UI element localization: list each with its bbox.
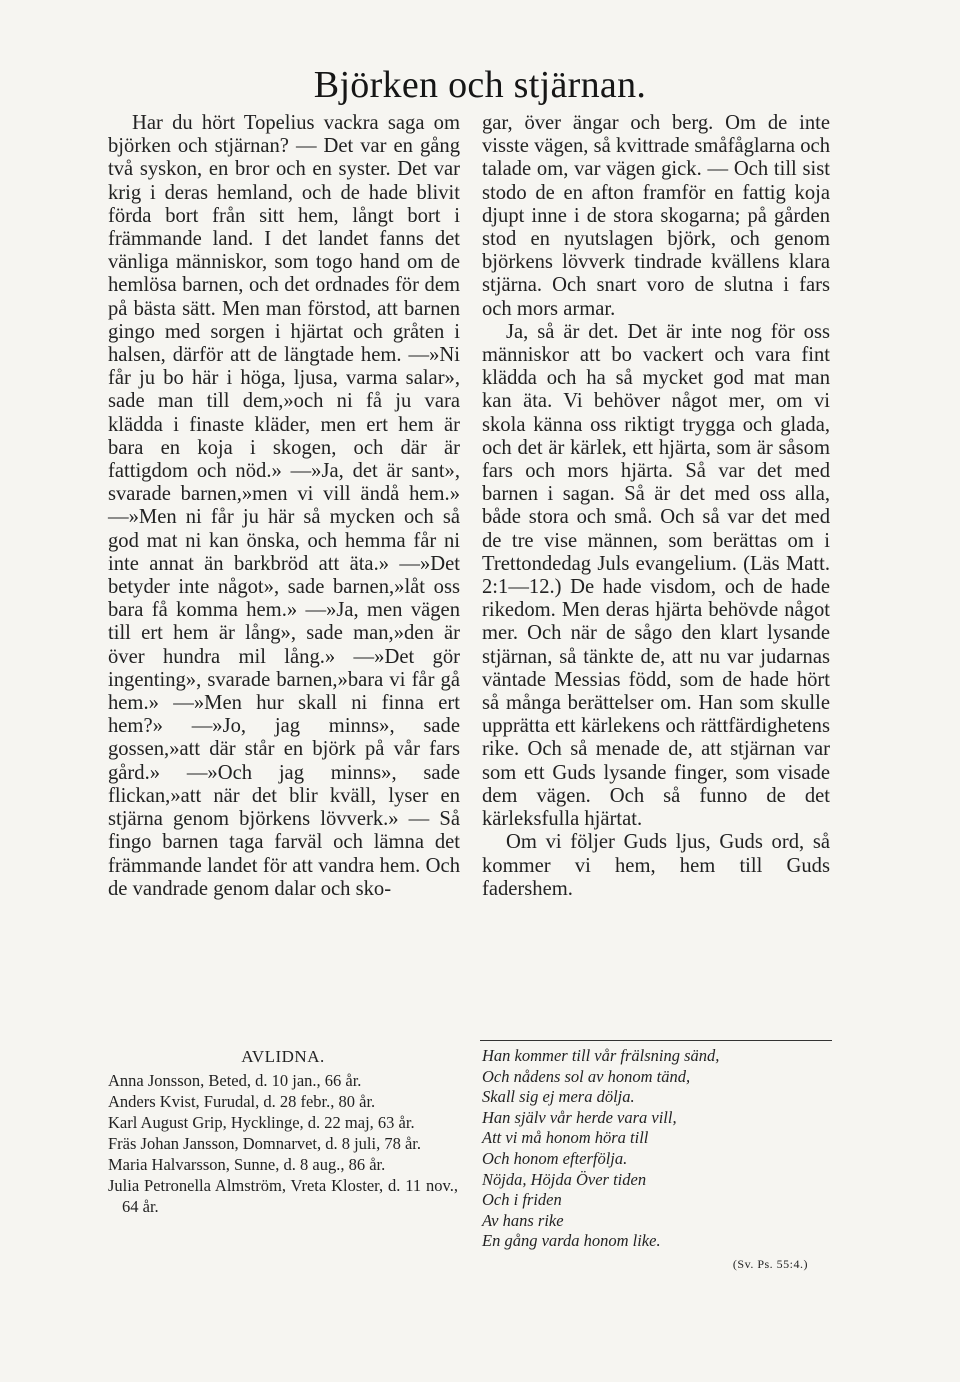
obituary-heading: AVLIDNA. <box>241 1047 325 1066</box>
hymn-line: Och nådens sol av honom tänd, <box>482 1066 691 1086</box>
hymn-verse <box>482 1046 832 1275</box>
story-paragraph: gar, över ängar och berg. Om de inte visste vägen, så kvittrade småfåglarna och talade om, var vägen gick. — Och till sist stodo de en afton framför en fattig koja djupt inne i de stora skogarna; på gården stod en nyutslagen björk, och genom björkens lövverk tindrade kvällens klara stjärna. Och snart voro de slutna i fars och mors armar. <box>482 112 830 320</box>
hymn-reference: (Sv. Ps. 55:4.) <box>732 1256 808 1271</box>
hymn-line: En gång varda honom like. <box>482 1231 661 1251</box>
obituary-entry: Fräs Johan Jansson, Domnarvet, d. 8 juli, 78 år. <box>108 1134 422 1153</box>
obituary-entry: Anders Kvist, Furudal, d. 28 febr., 80 år. <box>108 1092 376 1111</box>
hymn-line: Han själv vår herde vara vill, <box>482 1107 677 1127</box>
obituary-entry: Karl August Grip, Hycklinge, d. 22 maj, 63 år. <box>108 1113 415 1132</box>
hymn-line: Och honom efterfölja. <box>482 1148 628 1168</box>
story-paragraph: Ja, så är det. Det är inte nog för oss människor att bo vackert och vara fint klädda och ha så mycket god mat man kan äta. Vi behöver något mer, om vi skola känna oss riktigt trygga och glada, och det är kärlek, ett hjärta, som är såsom fars och mors hjärta. Så var det med barnen i sagan. Så är det med oss alla, både stora och små. Och så var det med de tre vise männen, som berättas om i Trettondedag Juls evangelium. (Läs Matt. 2:1—12.) De hade visdom, och de hade rikedom. Men deras hjärta behövde något mer. Och när de sågo den klart lysande stjärnan, så tänkte de, att nu var judarnas väntade Messias född, som de hade hört så många berättelser om. Han som skulle upprätta ett kärlekens och rättfärdighetens rike. Och så menade de, att stjärnan var som ett Guds lysande finger, som visade dem vägen. Och så funno de det kärleksfulla hjärtat. <box>482 320 830 831</box>
hymn-line: Och i friden <box>482 1190 562 1210</box>
hymn-line: Han kommer till vår frälsning sänd, <box>482 1046 720 1065</box>
article-title: Björken och stjärnan. <box>313 64 647 106</box>
hymn-line: Nöjda, Höjda Över tiden <box>482 1169 647 1189</box>
obituary-entry: Julia Petronella Almström, Vreta Kloster, d. 11 nov., 64 år. <box>108 1176 458 1216</box>
hymn-line: Av hans rike <box>482 1210 564 1230</box>
hymn-line: Skall sig ej mera dölja. <box>482 1087 635 1107</box>
hymn-line: Att vi må honom höra till <box>482 1128 649 1148</box>
story-column-right <box>482 112 830 901</box>
obituary-entry: Anna Jonsson, Beted, d. 10 jan., 66 år. <box>108 1071 362 1090</box>
obituary-list <box>108 1046 458 1217</box>
section-divider <box>480 1040 832 1041</box>
story-paragraph: Om vi följer Guds ljus, Guds ord, så kommer vi hem, hem till Guds fadershem. <box>482 831 830 900</box>
obituary-entry: Maria Halvarsson, Sunne, d. 8 aug., 86 år. <box>108 1155 386 1174</box>
story-paragraph: Har du hört Topelius vackra saga om björken och stjärnan? — Det var en gång två syskon, en bror och en syster. Det var krig i deras hemland, och de hade blivit förda bort från sitt hem, långt bort i främmande land. I det landet fanns det vänliga människor, som togo hand om de hemlösa barnen, och det ordnades för dem på bästa sätt. Men man förstod, att barnen gingo med sorgen i hjärtat och gråten i halsen, därför att de längtade hem. —»Ni får ju bo här i höga, ljusa, varma salar», sade man till dem,»och ni få ju vara klädda i finaste kläder, men ert hem är bara en koja i skogen, och där är fattigdom och nöd.» —»Ja, det är sant», svarade barnen,»men vi vill ändå hem.» —»Men ni får ju här så mycken och så god mat ni kan önska, och hemma får ni inte annat än barkbröd att äta.» —»Det betyder inte något», sade barnen,»låt oss bara få komma hem.» —»Ja, men vägen till ert hem är lång», sade man,»den är över hundra mil lång.» —»Det gör ingenting», svarade barnen,»bara vi får gå hem.» —»Men hur skall ni finna ert hem?» —»Jo, jag minns», sade gossen,»att där står en björk på vår fars gård.» —»Och jag minns», sade flickan,»att när det blir kväll, lyser en stjärna genom björkens lövverk.» — Så fingo barnen taga farväl och lämna det främmande landet för att vandra hem. Och de vandrade genom dalar och sko- <box>108 112 460 900</box>
story-column-left <box>108 112 460 901</box>
